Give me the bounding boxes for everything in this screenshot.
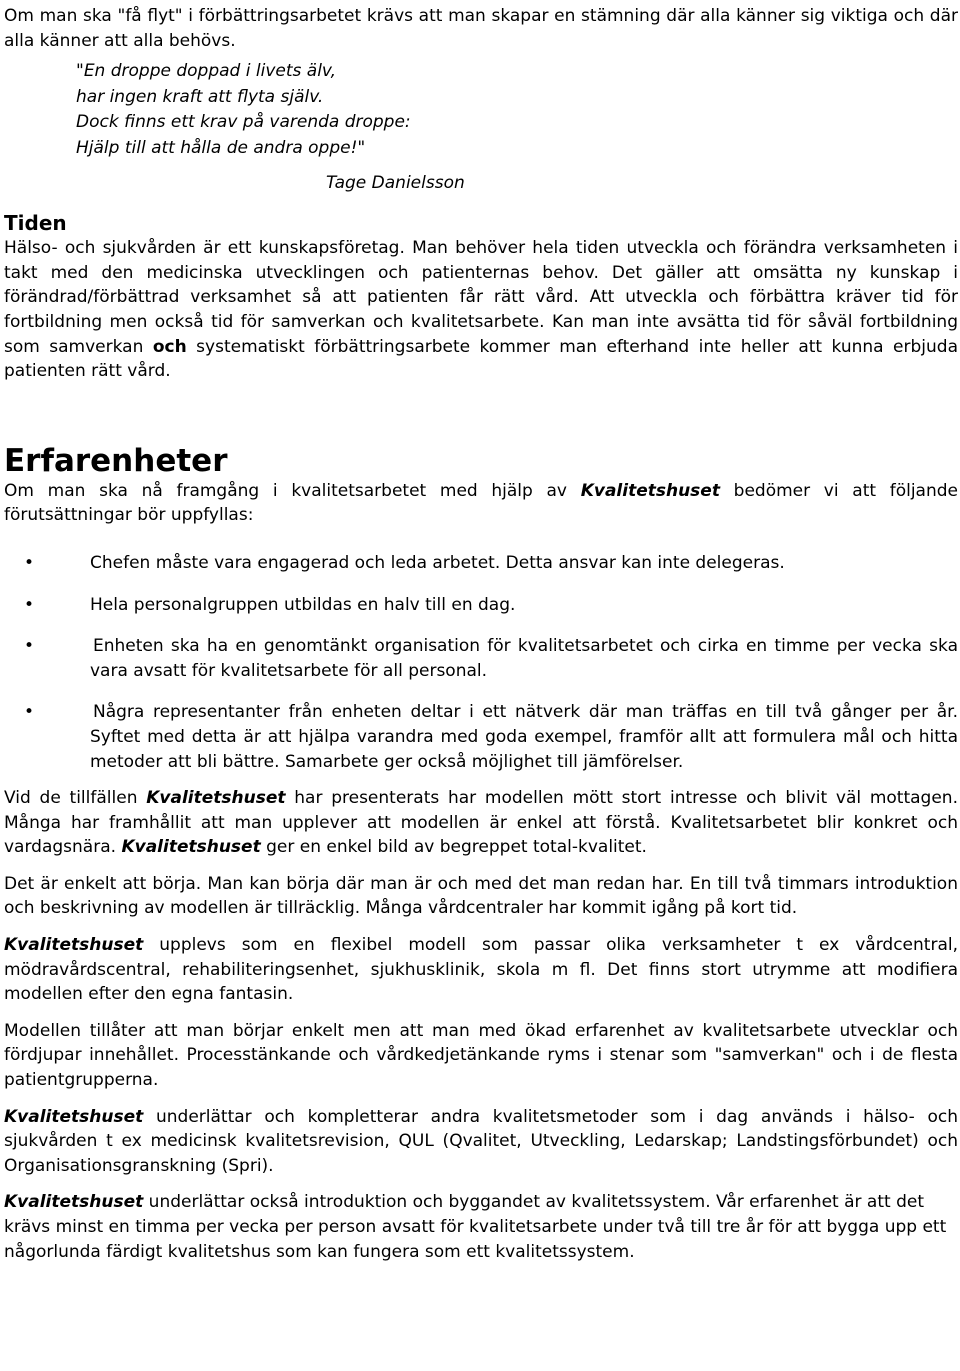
heading-erfarenheter: Erfarenheter bbox=[4, 442, 228, 479]
poem-line: Hjälp till att hålla de andra oppe!" bbox=[76, 137, 366, 158]
list-item bbox=[4, 551, 958, 576]
bullet-icon: • bbox=[24, 702, 35, 723]
list-item-text: Enheten ska ha en genomtänkt organisation för kvalitetsarbetet och cirka en timme per vecka ska vara avsatt för kvalitetsarbete för all personal. bbox=[90, 636, 958, 681]
brand-name: Kvalitetshuset bbox=[4, 935, 144, 956]
brand-name: Kvalitetshuset bbox=[4, 1106, 144, 1127]
tiden-text-bold: och bbox=[152, 336, 187, 357]
paragraph-start: Det är enkelt att börja. Man kan börja där man är och med det man redan har. En till två timmars introduktion och beskrivning av modellen är tillräcklig. Många vårdcentraler har kommit igång på kort tid. bbox=[4, 873, 958, 919]
p5-text: underlättar och kompletterar andra kvalitetsmetoder som i dag används i hälso- och sjukvården t ex medicinsk kvalitetsrevision, QUL (Qvalitet, Utveckling, Ledarskap; Landstingsförbundet) och Organisationsgranskning (Spri). bbox=[4, 1106, 958, 1176]
erf-intro-b: bedömer vi att följande förutsättningar bör uppfyllas: bbox=[4, 480, 958, 526]
poem-line: har ingen kraft att flyta själv. bbox=[76, 86, 324, 107]
list-item-text: Chefen måste vara engagerad och leda arbetet. Detta ansvar kan inte delegeras. bbox=[90, 552, 785, 573]
list-item bbox=[4, 700, 958, 774]
erf-intro-a: Om man ska nå framgång i kvalitetsarbetet med hjälp av bbox=[4, 480, 581, 501]
list-item bbox=[4, 593, 958, 618]
bullet-icon: • bbox=[24, 636, 35, 657]
p1-text-a: Vid de tillfällen bbox=[4, 788, 147, 809]
list-item-text: Hela personalgruppen utbildas en halv till en dag. bbox=[90, 594, 516, 615]
poem-line: "En droppe doppad i livets älv, bbox=[76, 61, 336, 82]
erfarenheter-intro bbox=[4, 479, 958, 528]
brand-name: Kvalitetshuset bbox=[4, 1192, 144, 1213]
brand-name: Kvalitetshuset bbox=[580, 480, 720, 501]
brand-name: Kvalitetshuset bbox=[146, 788, 286, 809]
paragraph-system bbox=[4, 1190, 958, 1264]
tiden-text-b: systematiskt förbättringsarbete kommer man efterhand inte heller att kunna erbjuda patienten rätt vård. bbox=[4, 336, 958, 382]
poem-quote bbox=[76, 59, 958, 161]
p1-text-b: har presenterats har modellen mött stort intresse och blivit väl mottagen. Många har framhållit att man upplever att modellen är enkel att förstå. Kvalitetsarbetet blir konkret och vardagsnära. bbox=[4, 788, 958, 858]
list-item-text: Några representanter från enheten deltar i ett nätverk där man träffas en till två gånger per år. Syftet med detta är att hjälpa varandra med goda exempel, framför allt att formulera mål och hitta metoder att bli bättre. Samarbete ger också möjlighet till jämförelser. bbox=[90, 702, 958, 772]
bullet-icon: • bbox=[24, 552, 35, 573]
p3-text: upplevs som en flexibel modell som passar olika verksamheter t ex vårdcentral, mödravårdscentral, rehabiliteringsenhet, sjukhusklinik, skola m fl. Det finns stort utrymme att modifiera modellen efter den egna fantasin. bbox=[4, 935, 958, 1005]
p6-text: underlättar också introduktion och byggandet av kvalitetssystem. Vår erfarenhet är att det krävs minst en timma per vecka per person avsatt för kvalitetsarbete under två till tre år för att bygga upp ett någorlunda färdigt kvalitetshus som kan fungera som ett kvalitetssystem. bbox=[4, 1192, 947, 1262]
p1-text-c: ger en enkel bild av begreppet total-kvalitet. bbox=[260, 837, 647, 858]
requirements-list bbox=[4, 551, 958, 774]
tiden-paragraph bbox=[4, 236, 958, 384]
poem-line: Dock finns ett krav på varenda droppe: bbox=[76, 112, 411, 133]
brand-name: Kvalitetshuset bbox=[121, 837, 261, 858]
heading-tiden: Tiden bbox=[4, 211, 67, 236]
paragraph-flexible bbox=[4, 933, 958, 1007]
intro-paragraph: Om man ska "få flyt" i förbättringsarbetet krävs att man skapar en stämning där alla känner sig viktiga och där alla känner att alla behövs. bbox=[4, 6, 958, 51]
document-page bbox=[4, 0, 958, 1264]
bullet-icon: • bbox=[24, 594, 35, 615]
poem-author: Tage Danielsson bbox=[326, 173, 465, 194]
tiden-text-a: Hälso- och sjukvården är ett kunskapsföretag. Man behöver hela tiden utveckla och förändra verksamheten i takt med den medicinska utvecklingen och patienternas behov. Det gäller att omsätta ny kunskap i förändrad/förbättrad verksamhet så att patienten får rätt vård. Att utveckla och förbättra kräver tid för fortbildning men också tid för samverkan och kvalitetsarbete. Kan man inte avsätta tid för såväl fortbildning som samverkan bbox=[4, 238, 958, 357]
paragraph-presentation bbox=[4, 786, 958, 860]
list-item bbox=[4, 634, 958, 683]
paragraph-model: Modellen tillåter att man börjar enkelt men att man med ökad erfarenhet av kvalitetsarbete utvecklar och fördjupar innehållet. Processtänkande och vårdkedjetänkande ryms i stenar som "samverkan" och i de flesta patientgrupperna. bbox=[4, 1020, 958, 1091]
paragraph-methods bbox=[4, 1105, 958, 1179]
